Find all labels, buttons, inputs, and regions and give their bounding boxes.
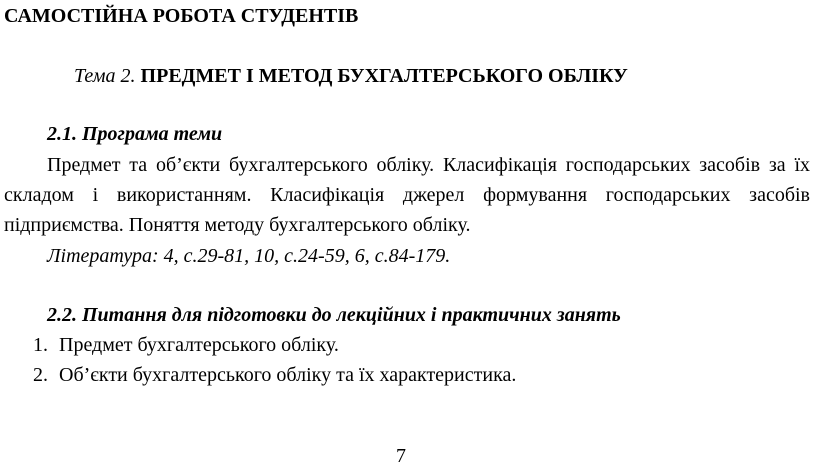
list-item-number: 2. bbox=[33, 364, 48, 386]
questions-heading: 2.2. Питання для підготовки до лекційних і практичних занять bbox=[47, 304, 621, 326]
list-item-text: Об’єкти бухгалтерського обліку та їх характеристика. bbox=[59, 364, 517, 386]
topic-label: Тема 2. bbox=[74, 65, 136, 87]
list-item-text: Предмет бухгалтерського обліку. bbox=[59, 334, 339, 356]
list-item-number: 1. bbox=[33, 334, 48, 356]
page-number: 7 bbox=[396, 445, 406, 467]
topic-title: ПРЕДМЕТ І МЕТОД БУХГАЛТЕРСЬКОГО ОБЛІКУ bbox=[140, 65, 628, 87]
topic-heading bbox=[74, 64, 628, 88]
literature-reference: Література: 4, с.29-81, 10, с.24-59, 6, с.84-179. bbox=[47, 245, 451, 267]
program-text: Предмет та об’єкти бухгалтерського обліку. Класифікація господарських засобів за їх складом і використанням. Класифікація джерел формування господарських засобів підприємства. Поняття методу бухгалтерського обліку. bbox=[4, 154, 810, 236]
list-item bbox=[33, 363, 516, 387]
section-title: САМОСТІЙНА РОБОТА СТУДЕНТІВ bbox=[4, 5, 359, 27]
program-heading: 2.1. Програма теми bbox=[47, 123, 223, 145]
list-item bbox=[33, 333, 339, 357]
